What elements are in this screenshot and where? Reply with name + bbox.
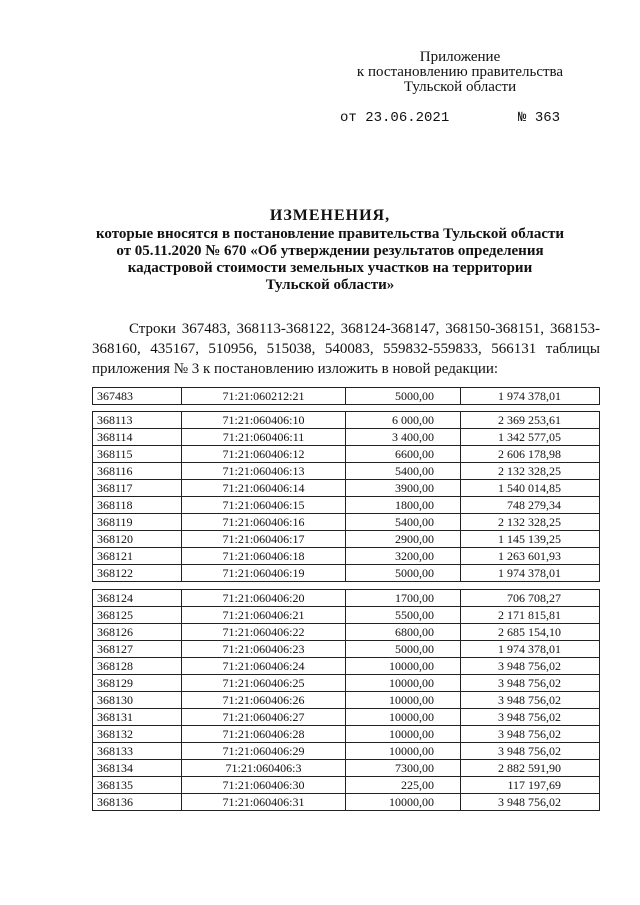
- area-cell: 6 000,00: [346, 412, 461, 429]
- row-number-cell: 368133: [93, 743, 182, 760]
- table-row: [93, 658, 600, 675]
- table-row: [93, 777, 600, 794]
- cadastral-value-cell: 1 974 378,01: [461, 641, 600, 658]
- table-row: [93, 429, 600, 446]
- cadastral-value-cell: 706 708,27: [461, 590, 600, 607]
- table-row: [93, 607, 600, 624]
- row-number-cell: 368128: [93, 658, 182, 675]
- number-value: 363: [534, 110, 561, 126]
- cadastral-value-cell: 3 948 756,02: [461, 692, 600, 709]
- cadastral-number-cell: 71:21:060406:28: [182, 726, 346, 743]
- row-number-cell: 368122: [93, 565, 182, 582]
- row-number-cell: 368125: [93, 607, 182, 624]
- area-cell: 3900,00: [346, 480, 461, 497]
- row-number-cell: 368135: [93, 777, 182, 794]
- table-row: [93, 743, 600, 760]
- document-title: [60, 207, 600, 294]
- area-cell: 225,00: [346, 777, 461, 794]
- cadastral-number-cell: 71:21:060406:13: [182, 463, 346, 480]
- cadastral-number-cell: 71:21:060406:3: [182, 760, 346, 777]
- cadastral-number-cell: 71:21:060406:27: [182, 709, 346, 726]
- title-main: ИЗМЕНЕНИЯ,: [269, 207, 391, 224]
- cadastral-number-cell: 71:21:060406:22: [182, 624, 346, 641]
- cadastral-number-cell: 71:21:060406:20: [182, 590, 346, 607]
- cadastral-value-cell: 1 145 139,25: [461, 531, 600, 548]
- table-row: [93, 760, 600, 777]
- cadastral-number-cell: 71:21:060406:15: [182, 497, 346, 514]
- title-line: кадастровой стоимости земельных участков на территории: [127, 260, 533, 276]
- cadastral-value-cell: 2 132 328,25: [461, 514, 600, 531]
- area-cell: 3200,00: [346, 548, 461, 565]
- area-cell: 10000,00: [346, 726, 461, 743]
- row-number-cell: 368113: [93, 412, 182, 429]
- area-cell: 10000,00: [346, 794, 461, 811]
- area-cell: 10000,00: [346, 692, 461, 709]
- table-row: [93, 548, 600, 565]
- cadastral-value-cell: 2 685 154,10: [461, 624, 600, 641]
- appendix-line: Тульской области: [403, 79, 517, 95]
- cadastral-number-cell: 71:21:060406:18: [182, 548, 346, 565]
- cadastral-number-cell: 71:21:060406:25: [182, 675, 346, 692]
- intro-paragraph: [92, 319, 600, 379]
- cadastral-number-cell: 71:21:060406:26: [182, 692, 346, 709]
- intro-line: 368160, 435167, 510956, 515038, 540083, 559832-559833, 566131 таблицы: [92, 341, 600, 357]
- area-cell: 3 400,00: [346, 429, 461, 446]
- table-row: [93, 726, 600, 743]
- cadastral-number-cell: 71:21:060406:17: [182, 531, 346, 548]
- area-cell: 10000,00: [346, 675, 461, 692]
- area-cell: 5400,00: [346, 514, 461, 531]
- intro-line: приложения № 3 к постановлению изложить в новой редакции:: [92, 361, 499, 377]
- row-number-cell: 368132: [93, 726, 182, 743]
- date-line: [340, 110, 561, 126]
- cadastral-value-cell: 2 132 328,25: [461, 463, 600, 480]
- table-row: [93, 641, 600, 658]
- table-row: [93, 514, 600, 531]
- row-number-cell: 368121: [93, 548, 182, 565]
- cadastral-value-cell: 1 263 601,93: [461, 548, 600, 565]
- cadastral-table-3: [92, 589, 600, 811]
- cadastral-value-cell: 2 369 253,61: [461, 412, 600, 429]
- cadastral-number-cell: 71:21:060406:23: [182, 641, 346, 658]
- cadastral-value-cell: 3 948 756,02: [461, 794, 600, 811]
- cadastral-value-cell: 2 171 815,81: [461, 607, 600, 624]
- cadastral-number-cell: 71:21:060406:30: [182, 777, 346, 794]
- table-row: [93, 590, 600, 607]
- cadastral-value-cell: 2 882 591,90: [461, 760, 600, 777]
- row-number-cell: 368116: [93, 463, 182, 480]
- cadastral-value-cell: 748 279,34: [461, 497, 600, 514]
- cadastral-value-cell: 1 342 577,05: [461, 429, 600, 446]
- title-line: от 05.11.2020 № 670 «Об утверждении результатов определения: [116, 243, 544, 259]
- table-row: [93, 412, 600, 429]
- row-number-cell: 368120: [93, 531, 182, 548]
- cadastral-number-cell: 71:21:060406:10: [182, 412, 346, 429]
- date-label: от: [340, 110, 357, 126]
- area-cell: 5500,00: [346, 607, 461, 624]
- area-cell: 2900,00: [346, 531, 461, 548]
- table-row: [93, 497, 600, 514]
- table-row: [93, 446, 600, 463]
- row-number-cell: 368124: [93, 590, 182, 607]
- row-number-cell: 368119: [93, 514, 182, 531]
- cadastral-number-cell: 71:21:060406:21: [182, 607, 346, 624]
- area-cell: 1800,00: [346, 497, 461, 514]
- date-value: 23.06.2021: [365, 110, 450, 126]
- cadastral-number-cell: 71:21:060406:29: [182, 743, 346, 760]
- area-cell: 5400,00: [346, 463, 461, 480]
- table-row: [93, 388, 600, 405]
- number-label: №: [518, 110, 527, 126]
- cadastral-value-cell: 3 948 756,02: [461, 658, 600, 675]
- area-cell: 5000,00: [346, 565, 461, 582]
- cadastral-number-cell: 71:21:060406:12: [182, 446, 346, 463]
- table-row: [93, 565, 600, 582]
- cadastral-value-cell: 1 540 014,85: [461, 480, 600, 497]
- row-number-cell: 368134: [93, 760, 182, 777]
- row-number-cell: 368126: [93, 624, 182, 641]
- area-cell: 6800,00: [346, 624, 461, 641]
- title-line: Тульской области»: [265, 277, 395, 293]
- row-number-cell: 367483: [93, 388, 182, 405]
- cadastral-number-cell: 71:21:060406:19: [182, 565, 346, 582]
- appendix-header: [300, 50, 620, 95]
- table-row: [93, 794, 600, 811]
- row-number-cell: 368129: [93, 675, 182, 692]
- table-row: [93, 692, 600, 709]
- cadastral-number-cell: 71:21:060406:24: [182, 658, 346, 675]
- row-number-cell: 368118: [93, 497, 182, 514]
- area-cell: 6600,00: [346, 446, 461, 463]
- area-cell: 10000,00: [346, 658, 461, 675]
- row-number-cell: 368136: [93, 794, 182, 811]
- cadastral-value-cell: 3 948 756,02: [461, 743, 600, 760]
- area-cell: 5000,00: [346, 388, 461, 405]
- appendix-line: к постановлению правительства: [356, 64, 564, 80]
- table-row: [93, 709, 600, 726]
- cadastral-value-cell: 2 606 178,98: [461, 446, 600, 463]
- area-cell: 7300,00: [346, 760, 461, 777]
- cadastral-value-cell: 3 948 756,02: [461, 675, 600, 692]
- table-row: [93, 531, 600, 548]
- cadastral-number-cell: 71:21:060406:11: [182, 429, 346, 446]
- cadastral-value-cell: 1 974 378,01: [461, 388, 600, 405]
- cadastral-number-cell: 71:21:060406:31: [182, 794, 346, 811]
- row-number-cell: 368117: [93, 480, 182, 497]
- cadastral-number-cell: 71:21:060406:16: [182, 514, 346, 531]
- title-line: которые вносятся в постановление правительства Тульской области: [95, 226, 565, 242]
- decree-number: [518, 110, 560, 126]
- cadastral-number-cell: 71:21:060212:21: [182, 388, 346, 405]
- row-number-cell: 368114: [93, 429, 182, 446]
- row-number-cell: 368115: [93, 446, 182, 463]
- cadastral-number-cell: 71:21:060406:14: [182, 480, 346, 497]
- row-number-cell: 368131: [93, 709, 182, 726]
- cadastral-table-1: [92, 387, 600, 405]
- table-row: [93, 480, 600, 497]
- cadastral-value-cell: 117 197,69: [461, 777, 600, 794]
- row-number-cell: 368127: [93, 641, 182, 658]
- table-row: [93, 624, 600, 641]
- intro-line: Строки 367483, 368113-368122, 368124-368147, 368150-368151, 368153-: [129, 321, 600, 337]
- table-row: [93, 463, 600, 480]
- area-cell: 10000,00: [346, 709, 461, 726]
- area-cell: 1700,00: [346, 590, 461, 607]
- cadastral-value-cell: 3 948 756,02: [461, 709, 600, 726]
- cadastral-value-cell: 1 974 378,01: [461, 565, 600, 582]
- area-cell: 5000,00: [346, 641, 461, 658]
- area-cell: 10000,00: [346, 743, 461, 760]
- row-number-cell: 368130: [93, 692, 182, 709]
- cadastral-table-2: [92, 411, 600, 582]
- table-row: [93, 675, 600, 692]
- appendix-line: Приложение: [419, 49, 501, 65]
- cadastral-value-cell: 3 948 756,02: [461, 726, 600, 743]
